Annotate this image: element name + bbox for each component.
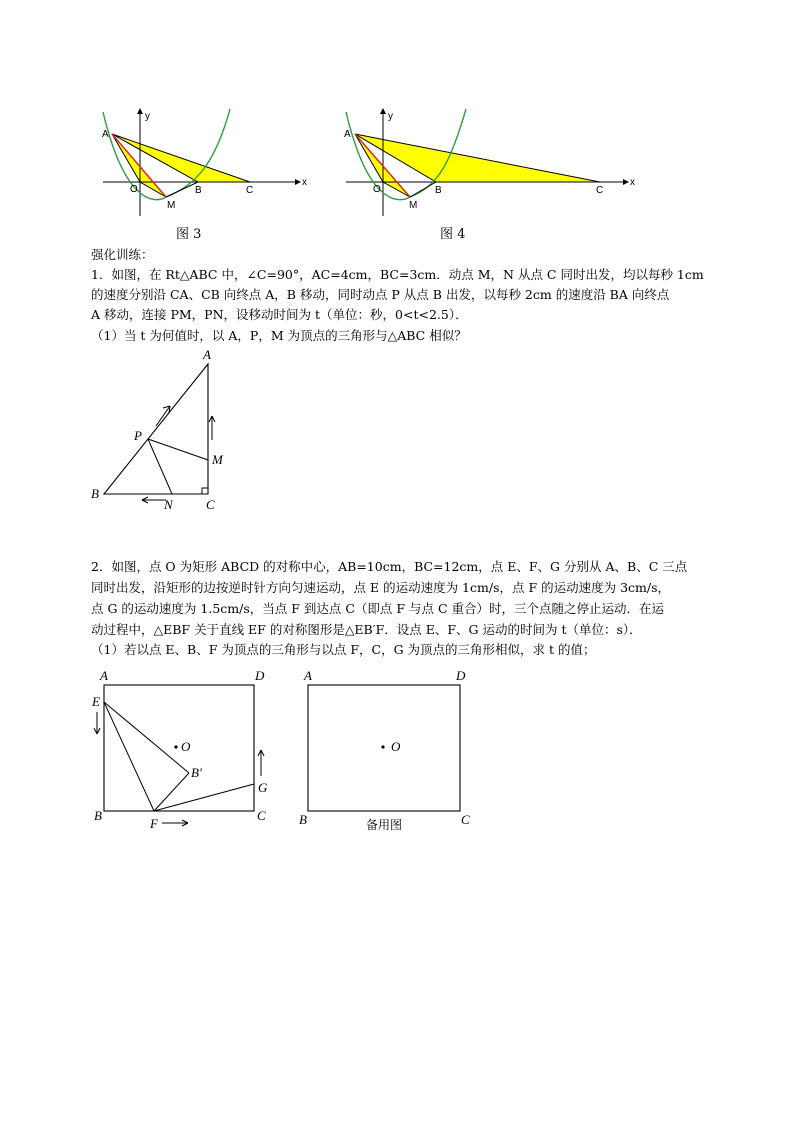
arrow-right-f	[162, 820, 188, 826]
fig4-label-o: O	[373, 184, 381, 195]
arrow-along-ba	[156, 406, 170, 426]
spare-figure-caption: 备用图	[366, 818, 403, 832]
fig4-label-a: A	[344, 129, 351, 140]
figure-4	[338, 104, 638, 220]
problem2-line2: 同时出发，沿矩形的边按逆时针方向匀速运动，点 E 的运动速度为 1cm/s，点 F 的运动速度为 3cm/s，	[91, 580, 671, 595]
fig4-y-arrow	[380, 108, 386, 114]
p2l-label-e: E	[92, 694, 100, 709]
problem2-figure-right	[296, 668, 486, 838]
p2l-label-o: O	[181, 739, 191, 754]
center-point-o	[174, 745, 177, 748]
problem1-figure	[88, 344, 238, 514]
fig3-label-a: A	[102, 129, 109, 140]
problem2-line3: 点 G 的运动速度为 1.5cm/s，当点 F 到达点 C（即点 F 与点 C 重合）时，三个点随之停止运动．在运	[91, 601, 665, 616]
p2l-label-a: A	[100, 668, 108, 683]
fig3-x-arrow	[295, 179, 301, 185]
fig4-label-b: B	[435, 185, 442, 196]
fig3-label-m: M	[167, 200, 176, 211]
p2r-label-b: B	[299, 812, 307, 827]
segment-eb-prime	[104, 702, 189, 773]
p2l-label-f: F	[150, 816, 158, 831]
problem2-line1: 2．如图，点 O 为矩形 ABCD 的对称中心，AB=10cm，BC=12cm，点 E、F、G 分别从 A、B、C 三点	[91, 559, 688, 574]
p1-label-p: P	[134, 428, 142, 443]
figure-3	[95, 104, 315, 220]
p1-label-m: M	[212, 452, 223, 467]
fig3-label-c: C	[246, 185, 254, 196]
p2r-label-o: O	[391, 739, 401, 754]
p1-label-c: C	[206, 497, 215, 512]
fig3-label-x: x	[302, 177, 307, 188]
triangle-abc	[104, 364, 208, 494]
arrow-along-ca	[209, 416, 215, 440]
fig4-bm	[410, 182, 436, 197]
problem1-line1: 1．如图，在 Rt△ABC 中，∠C=90°，AC=4cm，BC=3cm．动点 M，N 从点 C 同时出发，均以每秒 1cm	[91, 267, 704, 282]
segment-pm	[148, 439, 208, 460]
segment-fb-prime	[154, 773, 189, 811]
fig4-triangle-abc	[355, 134, 600, 182]
p2l-label-bprime: B′	[191, 765, 202, 780]
problem2-line4: 动过程中，△EBF 关于直线 EF 的对称图形是△EB′F．设点 E、F、G 运动的时间为 t（单位：s）．	[91, 622, 642, 637]
p2l-label-c: C	[257, 808, 266, 823]
spare-center-point-o	[381, 745, 384, 748]
arrow-up-g	[258, 750, 264, 776]
fig3-label-b: B	[195, 185, 202, 196]
p1-label-b: B	[91, 486, 99, 501]
p2r-label-d: D	[456, 668, 466, 683]
section-heading: 强化训练：	[91, 247, 154, 262]
figure-3-caption: 图 3	[176, 227, 202, 242]
segment-pn	[148, 439, 172, 494]
p2r-label-c: C	[461, 812, 470, 827]
fig3-y-arrow	[137, 108, 143, 114]
p2r-label-a: A	[304, 668, 312, 683]
figure-4-caption: 图 4	[440, 227, 466, 242]
problem1-question1: （1）当 t 为何值时，以 A，P，M 为顶点的三角形与△ABC 相似？	[91, 328, 467, 343]
fig4-label-y: y	[388, 111, 393, 122]
right-angle-marker	[202, 488, 208, 494]
segment-ef	[104, 702, 154, 811]
fig4-label-m: M	[409, 200, 418, 211]
problem2-question1: （1）若以点 E、B、F 为顶点的三角形与以点 F，C，G 为顶点的三角形相似，求 t 的值；	[91, 642, 596, 657]
problem2-figure-left	[88, 668, 278, 838]
p1-label-n: N	[164, 497, 173, 512]
p2l-label-b: B	[94, 808, 102, 823]
fig4-x-arrow	[623, 179, 629, 185]
rectangle-abcd	[104, 685, 254, 811]
p1-label-a: A	[203, 347, 211, 362]
segment-fg	[154, 784, 254, 811]
arrow-down-e	[94, 712, 100, 734]
problem1-line2: 的速度分别沿 CA、CB 向终点 A，B 移动，同时动点 P 从点 B 出发，以每秒 2cm 的速度沿 BA 向终点	[91, 287, 670, 302]
fig3-label-o: O	[130, 184, 138, 195]
problem1-line3: A 移动，连接 PM，PN，设移动时间为 t（单位：秒，0<t<2.5）．	[91, 307, 468, 322]
fig3-label-y: y	[145, 111, 150, 122]
p2l-label-g: G	[258, 780, 268, 795]
p2l-label-d: D	[255, 668, 265, 683]
arrow-along-cb	[142, 497, 166, 503]
fig4-label-c: C	[596, 185, 604, 196]
fig4-label-x: x	[630, 177, 635, 188]
fig3-bm	[166, 182, 198, 197]
